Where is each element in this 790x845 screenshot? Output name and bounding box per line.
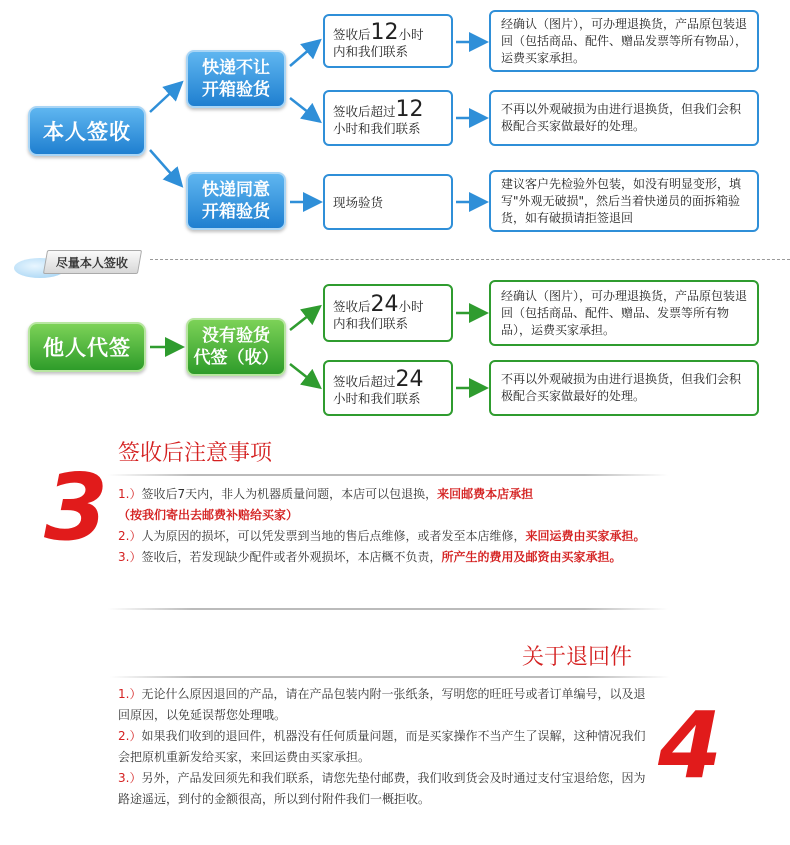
root-other-sign-label: 他人代签 [43,336,131,360]
desc-after-12h [489,90,759,146]
arrow-root-to-b [150,150,180,184]
notes4-list [118,684,648,810]
item-text: 签收后7天内，非人为机器质量问题，本店可以包退换， [141,487,438,501]
cond-after-24h [323,360,453,416]
item-text: 签收后，若发现缺少配件或者外观损坏，本店概不负责， [141,550,442,564]
branch-no-inspection-line1: 快递不让 [202,58,270,78]
item-index: 1.） [118,487,142,501]
section-divider [150,259,790,260]
notes4-item-1 [118,684,648,726]
branch-inspection-line2: 开箱验货 [202,202,270,222]
notes3-bottom-line [108,608,668,610]
item-text: 另外，产品发回须先和我们联系，请您先垫付邮费，我们收到货会及时通过支付宝退给您，因为路途遥远，到付的金额很高，所以到付附件我们一概拒收。 [118,771,646,806]
branch-no-check-proxy [186,318,286,376]
notes4-title-underline [110,676,670,678]
desc-text: 经确认（图片），可办理退换货，产品原包装退回（包括商品、配件、赠品发票等所有物品），运费买家承担。 [501,16,748,65]
self-sign-ribbon [43,250,142,274]
cond-line2: 小时和我们联系 [333,390,421,406]
notes3-title-underline [108,474,668,476]
cond-text: 现场验货 [333,194,384,210]
item-highlight-2: （按我们寄出去邮费补赔给买家） [118,508,299,522]
cond-prefix: 签收后 [333,298,371,314]
item-index: 3.） [118,771,142,785]
cond-line2: 内和我们联系 [333,43,409,59]
cond-within-12h [323,14,453,68]
ribbon-label: 尽量本人签收 [56,255,129,270]
cond-num: 12 [395,96,424,122]
notes3-item-1 [118,484,658,526]
notes3-list [118,484,658,568]
desc-after-24h [489,360,759,416]
notes3-item-3 [118,547,658,568]
root-self-sign [28,106,146,156]
cond-onsite-inspection [323,174,453,230]
arrow-a-to-c2 [290,98,318,120]
branch-no-inspection-line2: 开箱验货 [202,80,270,100]
arrow-branch-to-c2 [290,364,318,386]
section-number-3: 3 [44,454,109,561]
desc-within-12h [489,10,759,72]
cond-prefix: 签收后 [333,26,371,42]
branch-proxy-line1: 没有验货 [202,326,270,346]
item-highlight: 所产生的费用及邮资由买家承担。 [441,550,622,564]
cond-num: 12 [370,19,399,45]
item-index: 2.） [118,529,142,543]
notes4-item-3 [118,768,648,810]
item-text: 无论什么原因退回的产品，请在产品包装内附一张纸条，写明您的旺旺号或者订单编号，以及退回原因，以免延误帮您处理哦。 [118,687,646,722]
cond-prefix: 签收后超过 [333,103,396,119]
desc-within-24h [489,280,759,346]
desc-text: 经确认（图片），可办理退换货，产品原包装退回（包括商品、配件、赠品、发票等所有物品），运费买家承担。 [501,288,748,337]
cond-suffix: 小时 [398,26,424,42]
desc-text: 不再以外观破损为由进行退换货，但我们会积极配合买家做最好的处理。 [501,372,742,403]
cond-after-12h [323,90,453,146]
cond-line2: 小时和我们联系 [333,120,421,136]
item-highlight: 来回运费由买家承担。 [525,529,646,543]
root-other-sign [28,322,146,372]
desc-onsite-inspection [489,170,759,232]
cond-line2: 内和我们联系 [333,315,409,331]
arrow-branch-to-c1 [290,308,318,330]
item-text: 人为原因的损坏，可以凭发票到当地的售后点维修，或者发至本店维修， [141,529,526,543]
cond-num: 24 [370,291,399,317]
item-text: 如果我们收到的退回件，机器没有任何质量问题，而是买家操作不当产生了误解，这种情况我们会把原机重新发给买家，来回运费由买家承担。 [118,729,646,764]
desc-text: 建议客户先检验外包装，如没有明显变形，填写"外观无破损"，然后当着快递员的面拆箱验货，如有破损请拒签退回 [501,176,742,225]
notes3-title: 签收后注意事项 [118,441,273,466]
cond-prefix: 签收后超过 [333,373,396,389]
notes4-title: 关于退回件 [522,645,633,670]
item-highlight: 来回邮费本店承担 [437,487,534,501]
cond-within-24h [323,284,453,342]
item-index: 2.） [118,729,142,743]
branch-inspection-line1: 快递同意 [202,180,270,200]
section-number-4: 4 [658,692,723,799]
item-index: 1.） [118,687,142,701]
root-self-sign-label: 本人签收 [43,120,131,144]
branch-inspection-allowed [186,172,286,230]
arrow-a-to-c1 [290,42,318,66]
cond-suffix: 小时 [398,298,424,314]
item-index: 3.） [118,550,142,564]
notes4-item-2 [118,726,648,768]
branch-proxy-line2: 代签（收） [193,348,279,368]
notes3-item-2 [118,526,658,547]
cond-num: 24 [395,366,424,392]
desc-text: 不再以外观破损为由进行退换货，但我们会积极配合买家做最好的处理。 [501,102,742,133]
arrow-root-to-a [150,84,180,112]
branch-no-inspection [186,50,286,108]
